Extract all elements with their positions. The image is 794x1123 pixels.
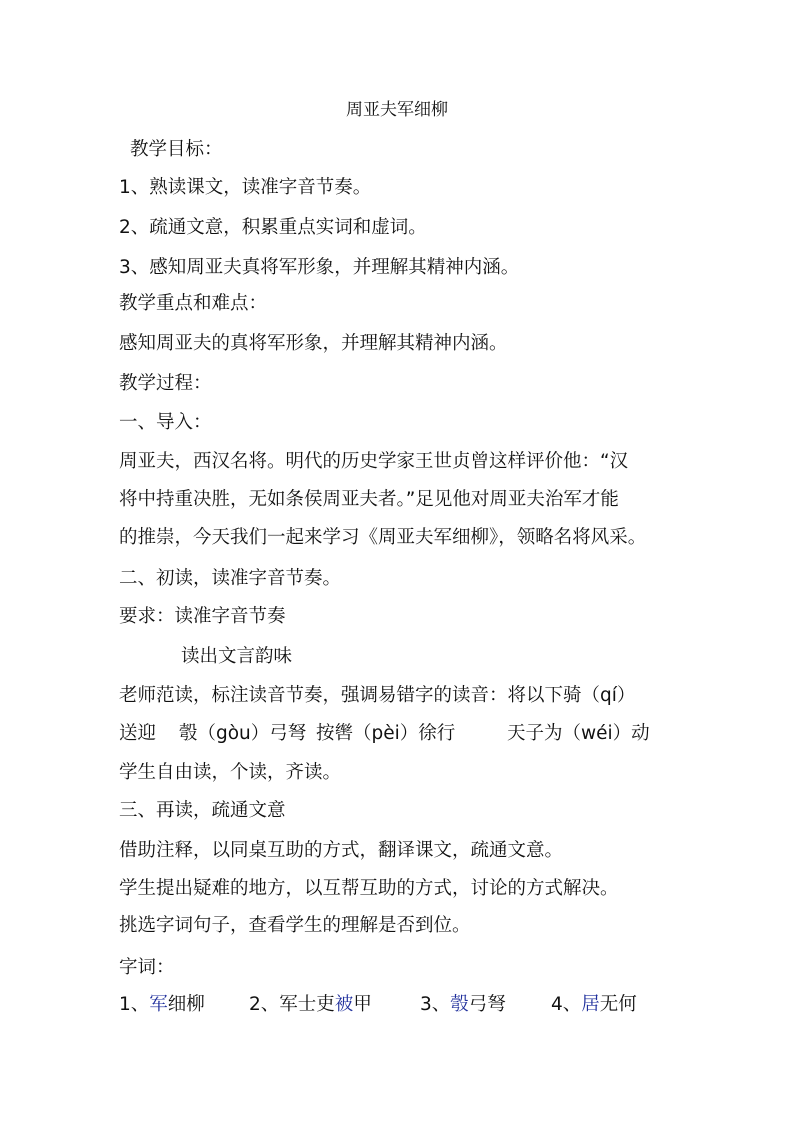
objective-item-3: 3、感知周亚夫真将军形象，并理解其精神内涵。 <box>119 257 520 278</box>
second-reading-line-3: 挑选字词句子，查看学生的理解是否到位。 <box>119 915 471 936</box>
process-heading: 教学过程： <box>119 373 212 394</box>
word-item: 4、居无何 <box>551 994 637 1015</box>
pron-item: 按辔（pèi）徐行 <box>316 723 456 744</box>
focus-text: 感知周亚夫的真将军形象，并理解其精神内涵。 <box>119 333 508 354</box>
second-reading-heading: 三、再读，疏通文意 <box>119 800 286 821</box>
teacher-reading-line: 老师范读，标注读音节奏，强调易错字的读音：将以下骑（qí） <box>119 685 636 706</box>
pron-item: 天子为（wéi）动 <box>507 723 650 744</box>
pronunciation-line <box>119 722 650 746</box>
pron-item: 彀（gòu）弓弩 <box>179 723 307 744</box>
objectives-heading: 教学目标： <box>130 139 223 160</box>
intro-heading: 一、导入： <box>119 412 212 433</box>
student-reading-line: 学生自由读，个读，齐读。 <box>119 762 342 783</box>
second-reading-line-1: 借助注释，以同桌互助的方式，翻译课文，疏通文意。 <box>119 840 564 861</box>
word-item: 3、彀弓弩 <box>420 994 506 1015</box>
intro-line-2: 将中持重决胜，无如条侯周亚夫者。”足见他对周亚夫治军才能 <box>119 489 619 510</box>
word-item: 2、军士吏被甲 <box>249 994 372 1015</box>
word-item: 1、军细柳 <box>119 994 205 1015</box>
objective-item-1: 1、熟读课文，读准字音节奏。 <box>119 177 372 198</box>
second-reading-line-2: 学生提出疑难的地方，以互帮互助的方式，讨论的方式解决。 <box>119 878 619 899</box>
page-title: 周亚夫军细柳 <box>346 100 448 120</box>
words-list <box>119 993 637 1017</box>
intro-line-1: 周亚夫，西汉名将。明代的历史学家王世贞曾这样评价他：“汉 <box>119 451 629 472</box>
words-heading: 字词： <box>119 957 175 978</box>
first-reading-heading: 二、初读，读准字音节奏。 <box>119 568 342 589</box>
focus-heading: 教学重点和难点： <box>119 293 268 314</box>
requirement-2: 读出文言韵味 <box>181 646 293 667</box>
pron-item: 送迎 <box>119 723 157 744</box>
requirement-1: 要求：读准字音节奏 <box>119 606 286 627</box>
intro-line-3: 的推崇，今天我们一起来学习《周亚夫军细柳》，领略名将风采。 <box>119 527 647 548</box>
objective-item-2: 2、疏通文意，积累重点实词和虚词。 <box>119 217 427 238</box>
